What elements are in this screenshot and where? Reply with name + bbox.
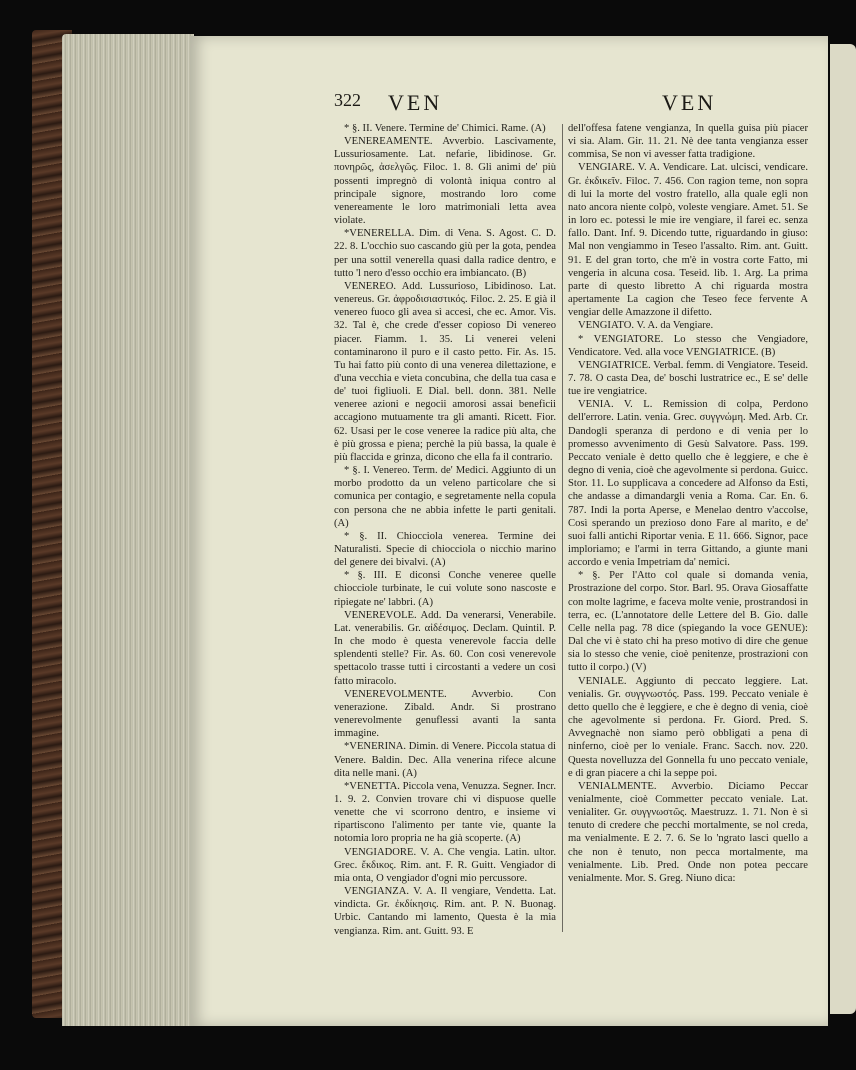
entry: * VENGIATORE. Lo stesso che Vengiadore, Vendicatore. Ved. alla voce VENGIATRICE. (B) [568, 333, 808, 358]
entry: * §. I. Venereo. Term. de' Medici. Aggiunto di un morbo prodotto da un veleno particolare che si comunica per contagio, e segretamente nella copula con persona che ne abbia infette le parti genitali. (A) [334, 465, 556, 529]
entry: * §. Per l'Atto col quale si domanda venia, Prostrazione del corpo. Stor. Barl. 95. Orava Giosaffatte con molte lagrime, e faceva molte venie, prostrandosi in terra, ec. (L'annotatore delle Lettere del B. Gio. dalle Celle nella pag. 78 dice (spiegando la voce GENUE): Dal che vi è stato chi ha preso motivo di dire che genue sia lo stesso che venie, cioè penitenze, prostrazioni con tutto il corpo.) (V) [568, 570, 808, 674]
left-column [334, 122, 556, 938]
entry: dell'offesa fatene vengianza, In quella guisa più piacer vi sia. Alam. Gir. 11. 21. Nè dee tanta vengianza esser commisa, Se non vi avesser fatta tradigione. [568, 123, 808, 161]
entry: VENGIATO. V. A. da Vengiare. [578, 320, 714, 332]
running-head-right: VEN [662, 90, 717, 115]
entry: VENEREO. Add. Lussurioso, Libidinoso. Lat. venereus. Gr. ἀφροδισιαστικός. Filoc. 2. 25. E già il venereo fuoco gli avea sì accesi, che ec. Amor. Vis. 32. Tal è, che crede d'esser copioso Di venereo piacer. Fiamm. 1. 35. Li venerei veleni contaminarono il puro e il casto petto. Fir. As. 15. Tu hai fatto più conto di una venerea dilettazione, e d'una vecchia e vieta concubina, che della tua casa e de' tuoi figliuoli. E Dial. bell. donn. 381. Nelle veneree azioni e negocii amorosi assai beneficii accagiono mutuamente tra gli amanti. Ricett. Fior. 62. Usasi per le cose veneree la radice più alta, che è più grossa e piena; perchè la più bassa, la quale è più flaccida e grinza, dicono che ella fa il contrario. [334, 280, 556, 463]
entry: * §. II. Venere. Termine de' Chimici. Rame. (A) [344, 123, 546, 134]
page-edges [62, 34, 194, 1026]
entry: *VENERINA. Dimin. di Venere. Piccola statua di Venere. Baldin. Dec. Alla venerina rifece alcune dita nelle mani. (A) [334, 741, 556, 779]
running-head-left: VEN [388, 90, 443, 115]
entry: *VENETTA. Piccola vena, Venuzza. Segner. Incr. 1. 9. 2. Convien trovare chi vi dispuose quelle venette che vi scorrono dentro, e insieme vi ripartiscono l'alimento per tante vie, quante la notomia loro propria ne ha già scoperte. (A) [334, 780, 556, 845]
entry: VENGIANZA. V. A. Il vengiare, Vendetta. Lat. vindicta. Gr. ἐκδίκησις. Rim. ant. P. N. Buonag. Urbic. Cantando mi lamento, Questa è la mia vengianza. Rim. ant. Guitt. 93. E [334, 886, 556, 937]
entry: VENEREAMENTE. Avverbio. Lascivamente, Lussuriosamente. Lat. nefarie, libidinose. Gr. πονηρῶς, ἀσελγῶς. Filoc. 1. 8. Gli animi de' più possenti impregnò di volontà iniqua contro al principale signore, mostrando loro come venereamente le loro matrimoniali letta avea violate. [334, 136, 556, 227]
column-rule [562, 124, 563, 932]
entry: VENIALE. Aggiunto di peccato leggiere. Lat. venialis. Gr. συγγνωστός. Pass. 199. Peccato veniale è detto quello che è leggiere, e che è degno di venia, cioè che agevolmente si perdona. Fr. Giord. Pred. S. Avvegnachè non siamo però obbligati a pena di ninferno, cioè per lo veniale. Franc. Sacch. nov. 220. Questa novelluzza del Gonnella fu uno peccato veniale, e di gran piacere a chi la seppe poi. [568, 675, 808, 779]
entry: VENEREVOLMENTE. Avverbio. Con venerazione. Zibald. Andr. Si prostrano venerevolmente genuflessi avanti la santa immagine. [334, 688, 556, 740]
entry: VENGIATRICE. Verbal. femm. di Vengiatore. Teseid. 7. 78. O casta Dea, de' boschi lustratrice ec., E se' delle tue ire vengiatrice. [568, 359, 808, 398]
right-column [568, 122, 808, 938]
entry: VENGIADORE. V. A. Che vengia. Latin. ultor. Grec. ἔκδικος. Rim. ant. F. R. Guitt. Vengiador di mia onta, O vengiador d'ogni mio percussore. [334, 846, 556, 884]
facing-page-edge [830, 44, 856, 1014]
entry: VENIA. V. L. Remission di colpa, Perdono dell'errore. Latin. venia. Grec. συγγνώμη. Med. Arb. Cr. Dandogli speranza di perdono e di venia per lo promesso avvenimento di Gesù Salvatore. Pass. 199. Peccato veniale è detto quello che è leggiere, e che è degno di venia, cioè che agevolmente si perdona. Guicc. Stor. 11. Lo supplicava a concedere ad Alfonso da Esti, che andasse a dimandargli venia a Roma. Car. En. 6. 787. Indi la porta Aperse, e Menelao dentro v'accolse, Così sperando un prezioso dono Fare al marito, e de' suoi falli antichi Riportar venia. E 11. 666. Signor, pace imploriamo; e l'armi in terra Gittando, a giunte mani accordo e venia Impetriam da' nemici. [568, 399, 808, 569]
entry: VENEREVOLE. Add. Da venerarsi, Venerabile. Lat. venerabilis. Gr. αἰδέσιμος. Declam. Quintil. P. In che modo è questa venerevole faccia delle splendenti stelle? Fir. As. 60. Con così venerevole spettacolo trasse tutti i circostanti a vedere un così fatto miracolo. [334, 609, 556, 687]
entry: VENIALMENTE. Avverbio. Diciamo Peccar venialmente, cioè Commetter peccato veniale. Lat. venialiter. Gr. συγγνωστῶς. Maestruzz. 1. 71. Non è sì tenuto di credere che pecchi mortalmente, se nol creda, ma venialmente. E 2. 7. 6. Se lo 'ngrato lasci quello a che non è tenuto, non pecca mortalmente, ma venialmente. Lib. Pred. Onde non potea peccare venialmente. Mor. S. Greg. Niuno dica: [568, 780, 808, 884]
page-number: 322 [334, 90, 361, 110]
entry: * §. III. E diconsi Conche veneree quelle chiocciole turbinate, le cui volute sono nascoste e ripiegate ne' labbri. (A) [334, 570, 556, 608]
entry: * §. II. Chiocciola venerea. Termine dei Naturalisti. Specie di chiocciola o nicchio marino del genere dei bivalvi. (A) [334, 530, 556, 569]
entry: *VENERELLA. Dim. di Vena. S. Agost. C. D. 22. 8. L'occhio suo cascando giù per la gota, pendea per una sottil venerella quasi dalla radice dentro, e tutto 'l nero d'esso occhio era imbiancato. (B) [334, 228, 556, 279]
entry: VENGIARE. V. A. Vendicare. Lat. ulcisci, vendicare. Gr. ἐκδικεῖν. Filoc. 7. 456. Con ragion teme, non sopra di lui la morte del vostro fratello, alla quale egli non nato ancora niente colpò, voleste vengiare. Amet. 51. Se in loro ec. potessi le mie ire vengiare, il farei ec. senza fallo. Dant. Inf. 9. Dicendo tutte, riguardando in giuso: Mal non vengiammo in Teseo l'assalto. Rim. ant. Guitt. 91. E del gran torto, che m'è in vostra corte Fatto, mi vengeria in alcuna cosa. Teseid. lib. 1. Arg. La prima parte di questo libretto A chi riguarda mostra apertamente La cagion che Teseo fece fervente A vengiar delle Amazzone il difetto. [568, 162, 808, 319]
